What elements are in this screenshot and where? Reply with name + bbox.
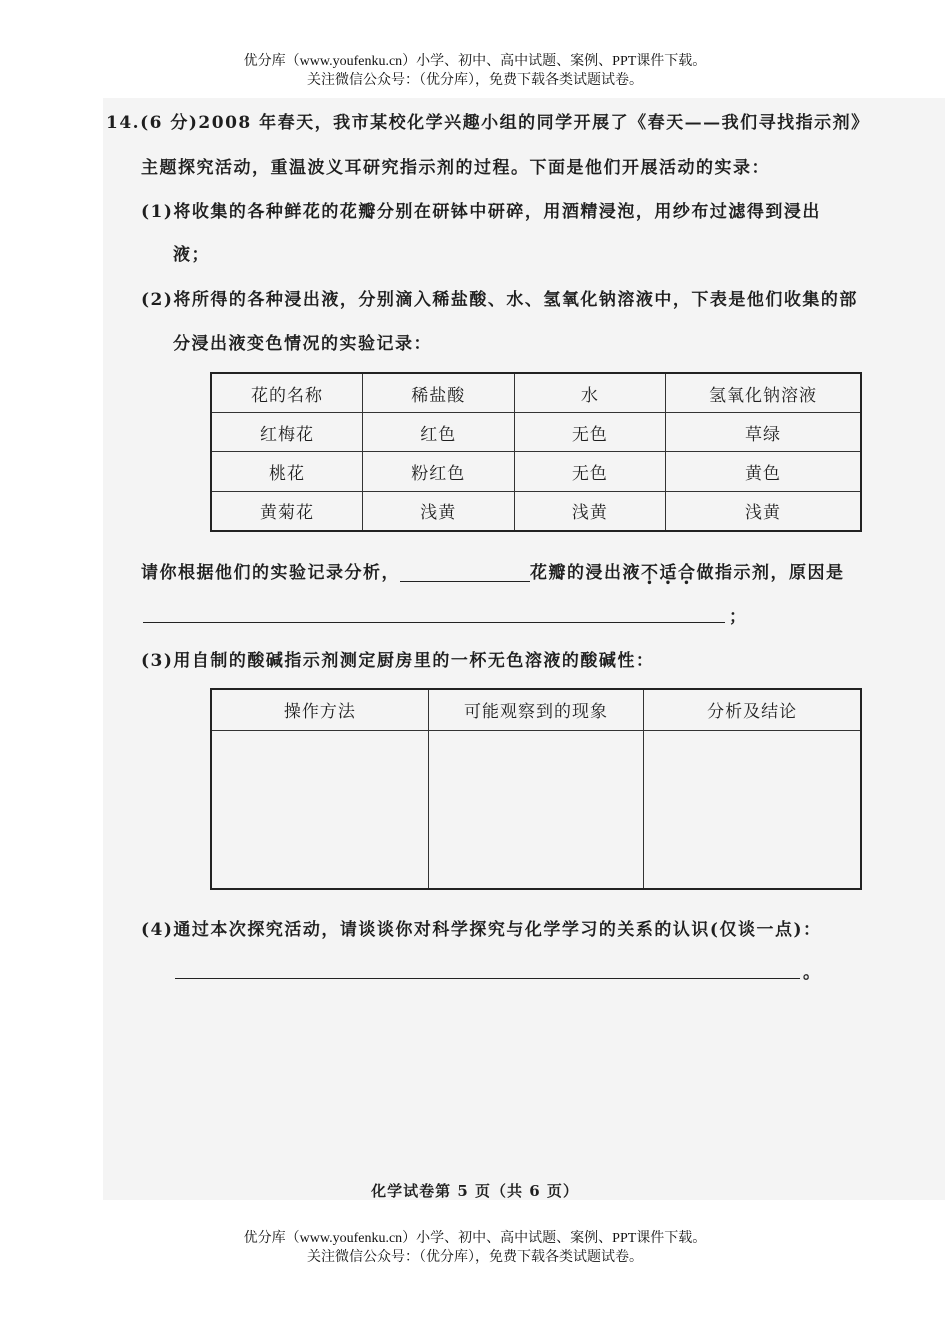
site-footer	[0, 1229, 950, 1267]
part-4-answer-blank[interactable]	[175, 978, 800, 979]
part-3-line: (3)用自制的酸碱指示剂测定厨房里的一杯无色溶液的酸碱性：	[141, 651, 655, 671]
table-row	[211, 491, 861, 531]
table-cell: 草绿	[666, 413, 861, 452]
page-footer: 化学试卷第 5 页（共 6 页）	[371, 1182, 579, 1200]
analysis-line	[141, 558, 845, 583]
emphasis-char: 合	[678, 563, 697, 583]
table-header-row	[211, 689, 861, 730]
table-header-cell: 可能观察到的现象	[428, 689, 643, 730]
table-header-cell: 水	[514, 373, 666, 413]
table-header-row	[211, 373, 861, 413]
table-cell: 无色	[514, 413, 666, 452]
flower-answer-blank[interactable]	[400, 563, 530, 582]
table-cell: 无色	[514, 452, 666, 491]
analysis-suffix: 做指示剂，原因是	[696, 563, 845, 583]
answer-cell-conclusion[interactable]	[644, 730, 861, 889]
reason-semicolon: ；	[729, 607, 748, 627]
header-line-1: 优分库（www.youfenku.cn）小学、初中、高中试题、案例、PPT课件下载。	[243, 54, 707, 69]
table-header-cell: 花的名称	[211, 373, 363, 413]
emphasis-char: 不	[641, 563, 660, 583]
part-4-period: 。	[803, 963, 822, 983]
table-cell: 桃花	[211, 452, 363, 491]
table-header-cell: 分析及结论	[644, 689, 861, 730]
table-cell: 黄色	[666, 452, 861, 491]
table-row	[211, 413, 861, 452]
footer-line-2: 关注微信公众号：（优分库），免费下载各类试题试卷。	[307, 1250, 643, 1265]
analysis-middle: 花瓣的浸出液	[530, 563, 641, 583]
table-cell: 粉红色	[363, 452, 515, 491]
part-1-line-2: 液；	[173, 245, 210, 265]
table-header-cell: 氢氧化钠溶液	[666, 373, 861, 413]
table-cell: 浅黄	[666, 491, 861, 531]
part-2-line-2: 分浸出液变色情况的实验记录：	[173, 334, 432, 354]
part-4-line: (4)通过本次探究活动，请谈谈你对科学探究与化学学习的关系的认识(仅谈一点)：	[141, 920, 822, 940]
table-cell: 红色	[363, 413, 515, 452]
answer-cell-operation[interactable]	[211, 730, 428, 889]
table-row	[211, 452, 861, 491]
answer-cell-phenomenon[interactable]	[428, 730, 643, 889]
question-intro-line-2: 主题探究活动，重温波义耳研究指示剂的过程。下面是他们开展活动的实录：	[141, 158, 770, 178]
table-row	[211, 730, 861, 889]
table-header-cell: 稀盐酸	[363, 373, 515, 413]
table-cell: 浅黄	[514, 491, 666, 531]
table-cell: 浅黄	[363, 491, 515, 531]
color-change-table	[210, 372, 862, 532]
experiment-table	[210, 688, 862, 890]
emphasis-char: 适	[659, 563, 678, 583]
analysis-prefix: 请你根据他们的实验记录分析，	[141, 563, 400, 583]
site-header	[0, 52, 950, 90]
part-1-line-1: (1)将收集的各种鲜花的花瓣分别在研钵中研碎，用酒精浸泡，用纱布过滤得到浸出	[141, 202, 821, 222]
table-header-cell: 操作方法	[211, 689, 428, 730]
part-2-line-1: (2)将所得的各种浸出液，分别滴入稀盐酸、水、氢氧化钠溶液中，下表是他们收集的部	[141, 290, 858, 310]
header-line-2: 关注微信公众号：（优分库），免费下载各类试题试卷。	[307, 73, 643, 88]
question-intro-line-1: 14.(6 分)2008 年春天，我市某校化学兴趣小组的同学开展了《春天——我们寻找指示剂》	[106, 113, 870, 133]
table-cell: 黄菊花	[211, 491, 363, 531]
reason-answer-blank[interactable]	[143, 622, 725, 623]
table-cell: 红梅花	[211, 413, 363, 452]
footer-line-1: 优分库（www.youfenku.cn）小学、初中、高中试题、案例、PPT课件下载。	[243, 1231, 707, 1246]
